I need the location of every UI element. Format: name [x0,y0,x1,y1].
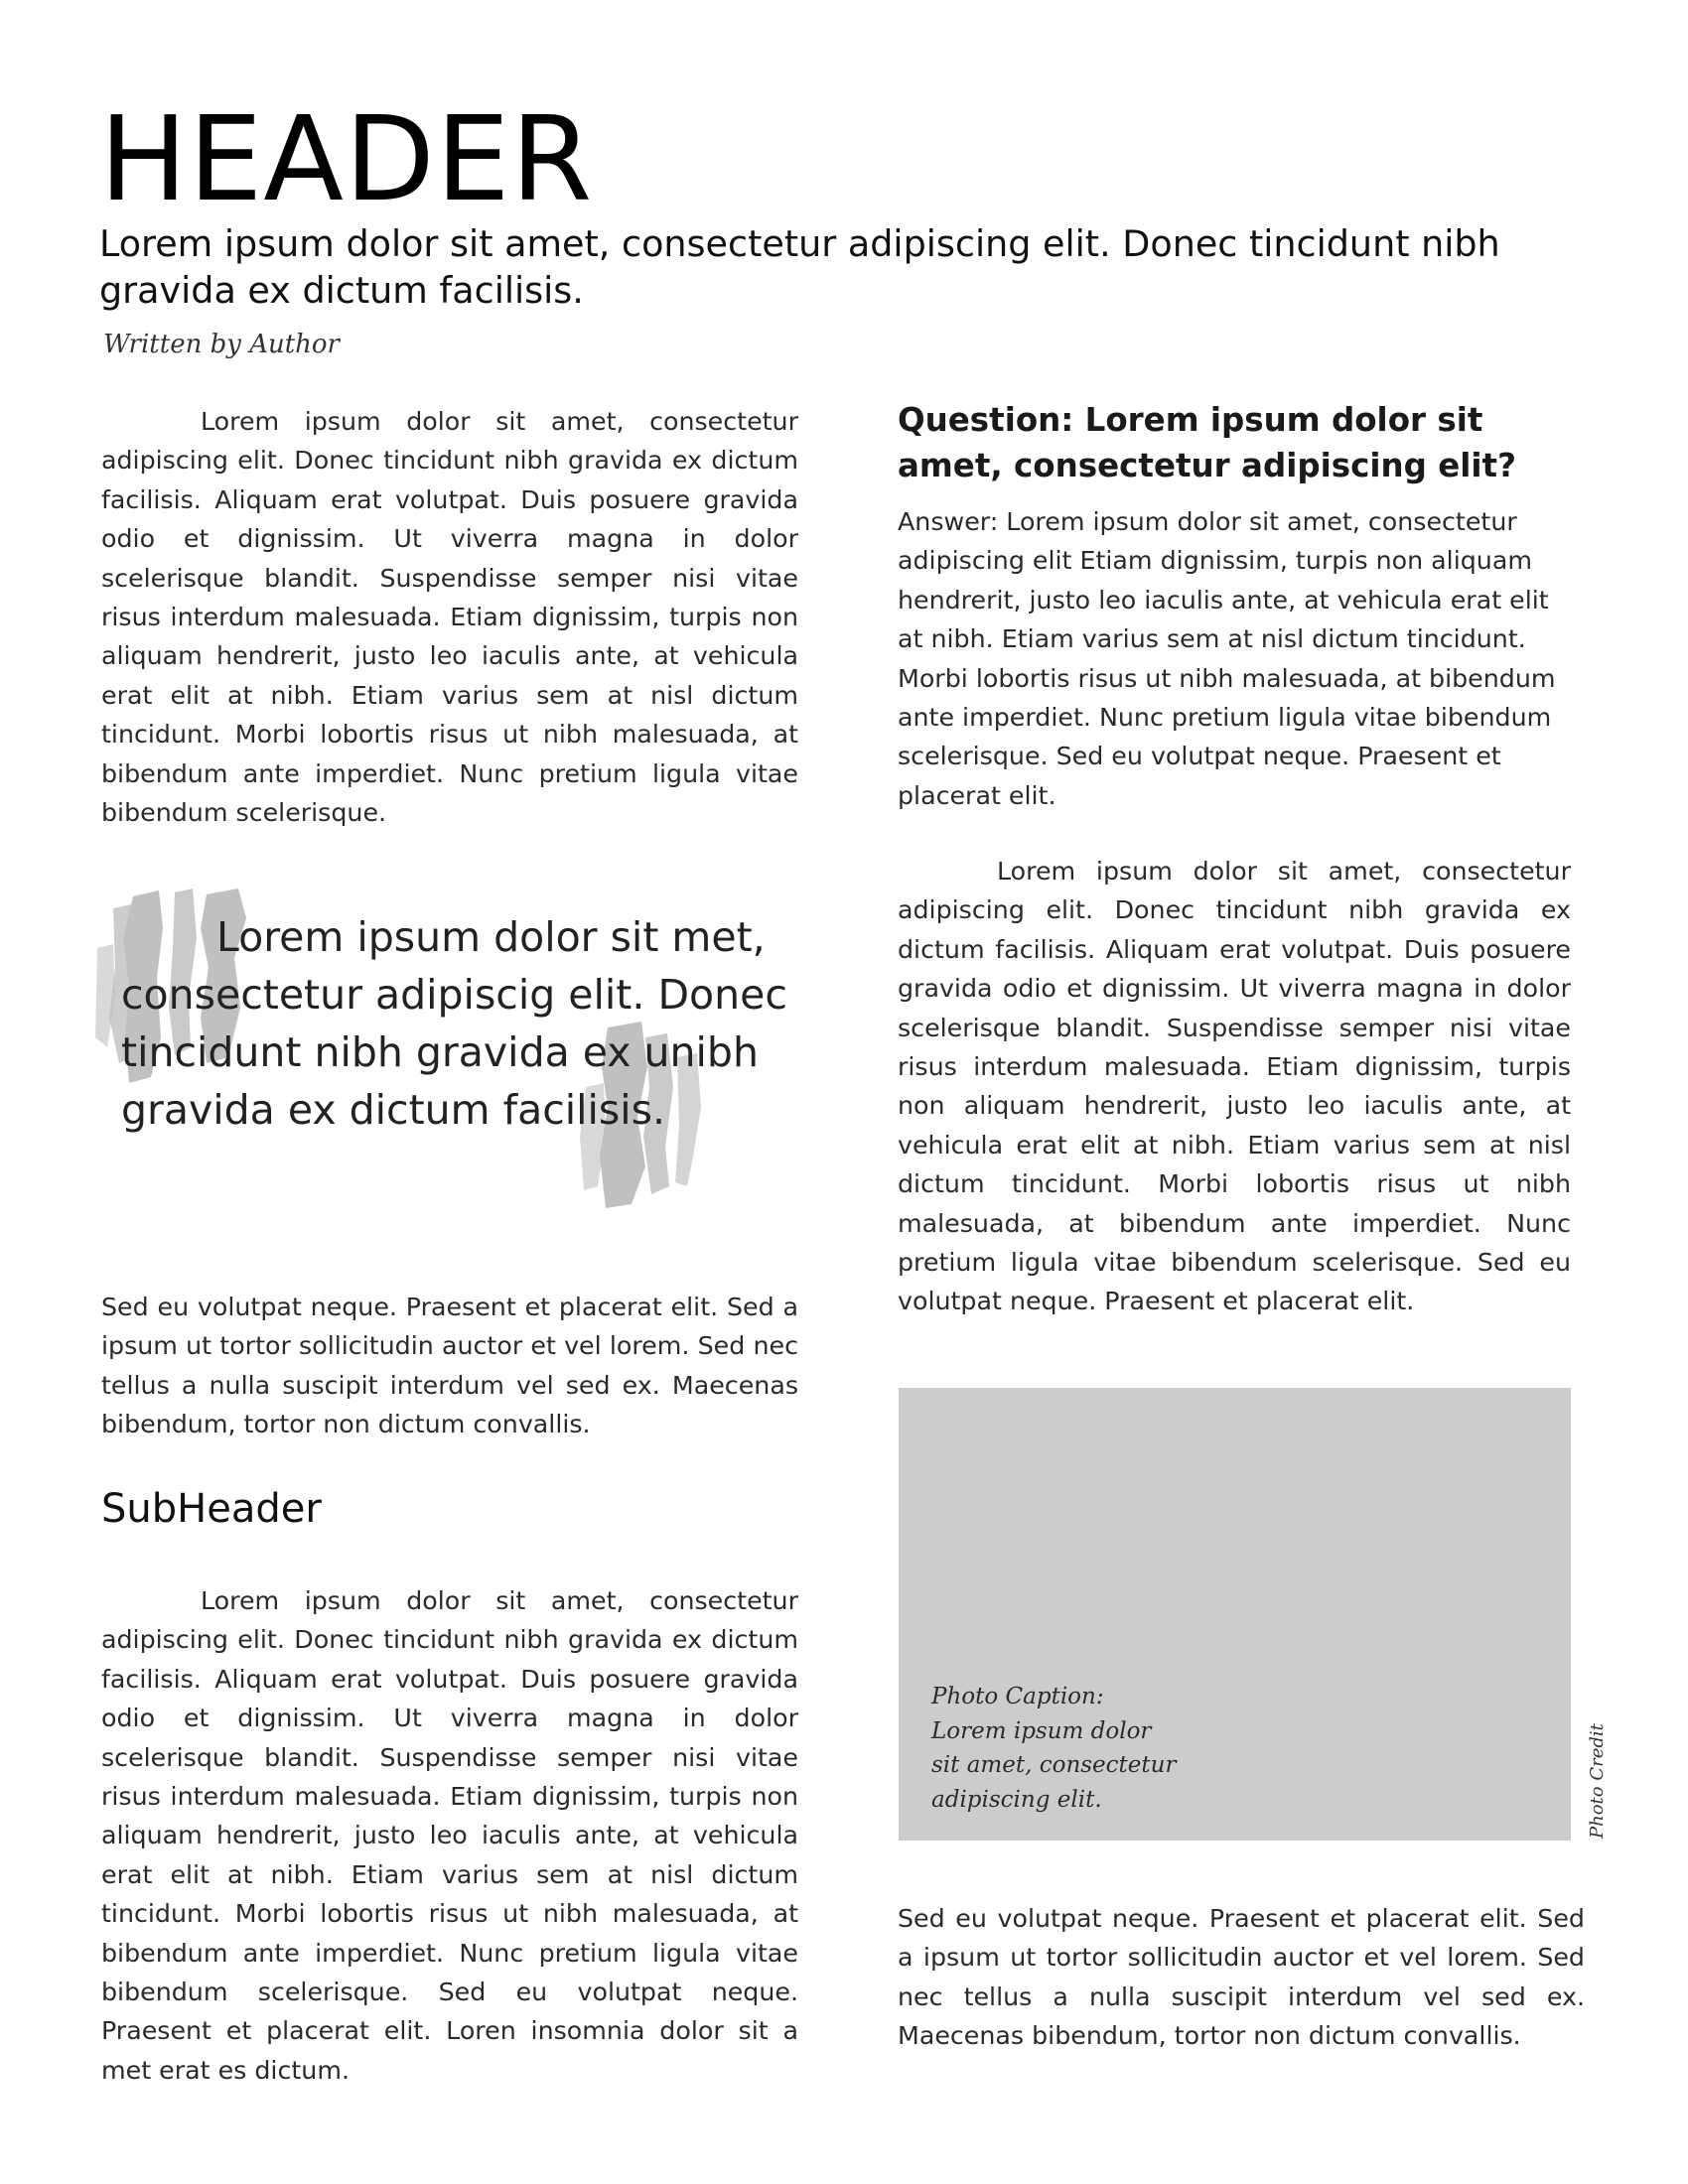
interview-question: Question: Lorem ipsum dolor sit amet, consectetur adipiscing elit? [898,401,1516,484]
photo-placeholder [899,1388,1571,1841]
body-paragraph-left-3: Lorem ipsum dolor sit amet, consectetur adipiscing elit. Donec tincidunt nibh gravida ex dictum facilisis. Aliquam erat volutpat. Duis posuere gravida odio et dignissim. Ut viverra magna in dolor scelerisque blandit. Suspendisse semper nisi vitae risus interdum malesuada. Etiam dignissim, turpis non aliquam hendrerit, justo leo iaculis ante, at vehicula erat elit at nibh. Etiam varius sem at nisl dictum tincidunt. Morbi lobortis risus ut nibh malesuada, at bibendum ante imperdiet. Nunc pretium ligula vitae bibendum scelerisque. Sed eu volutpat neque. Praesent et placerat elit. Loren insomnia dolor sit a met erat es dictum. [101,1586,798,2085]
body-paragraph-left-2: Sed eu volutpat neque. Praesent et placerat elit. Sed a ipsum ut tortor sollicitudin auctor et vel lorem. Sed nec tellus a nulla suscipit interdum vel sed ex. Maecenas bibendum, tortor non dictum convallis. [101,1293,798,1439]
interview-answer: Answer: Lorem ipsum dolor sit amet, consectetur adipiscing elit Etiam dignissim, turpis non aliquam hendrerit, justo leo iaculis ante, at vehicula erat elit at nibh. Etiam varius sem at nisl dictum tincidunt. Morbi lobortis risus ut nibh malesuada, at bibendum ante imperdiet. Nunc pretium ligula vitae bibendum scelerisque. Sed eu volutpat neque. Praesent et placerat elit. [898,507,1556,810]
photo-credit: Photo Credit [1587,1723,1608,1839]
subheader: SubHeader [101,1486,322,1532]
photo-caption: Photo Caption: Lorem ipsum dolor sit amet, consectetur adipiscing elit. [931,1684,1177,1813]
body-paragraph-right-1: Lorem ipsum dolor sit amet, consectetur adipiscing elit. Donec tincidunt nibh gravida ex dictum facilisis. Aliquam erat volutpat. Duis posuere gravida odio et dignissim. Ut viverra magna in dolor scelerisque blandit. Suspendisse semper nisi vitae risus interdum malesuada. Etiam dignissim, turpis non aliquam hendrerit, justo leo iaculis ante, at vehicula erat elit at nibh. Etiam varius sem at nisl dictum tincidunt. Morbi lobortis risus ut nibh malesuada, at bibendum ante imperdiet. Nunc pretium ligula vitae bibendum scelerisque. Sed eu volutpat neque. Praesent et placerat elit. [898,857,1571,1316]
body-paragraph-left-1: Lorem ipsum dolor sit amet, consectetur adipiscing elit. Donec tincidunt nibh gravida ex dictum facilisis. Aliquam erat volutpat. Duis posuere gravida odio et dignissim. Ut viverra magna in dolor scelerisque blandit. Suspendisse semper nisi vitae risus interdum malesuada. Etiam dignissim, turpis non aliquam hendrerit, justo leo iaculis ante, at vehicula erat elit at nibh. Etiam varius sem at nisl dictum tincidunt. Morbi lobortis risus ut nibh malesuada, at bibendum ante imperdiet. Nunc pretium ligula vitae bibendum scelerisque. [101,407,798,828]
page-title: HEADER [99,90,594,227]
pull-quote-text: Lorem ipsum dolor sit met, consectetur adipiscig elit. Donec tincidunt nibh gravida ex unibh gravida ex dictum facilisis. [121,913,787,1134]
body-paragraph-right-2: Sed eu volutpat neque. Praesent et placerat elit. Sed a ipsum ut tortor sollicitudin auctor et vel lorem. Sed nec tellus a nulla suscipit interdum vel sed ex. Maecenas bibendum, tortor non dictum convallis. [898,1904,1585,2051]
author-byline: Written by Author [103,330,340,359]
pull-quote [89,888,804,1216]
subtitle-deck: Lorem ipsum dolor sit amet, consectetur adipiscing elit. Donec tincidunt nibh gravida ex dictum facilisis. [99,222,1500,312]
